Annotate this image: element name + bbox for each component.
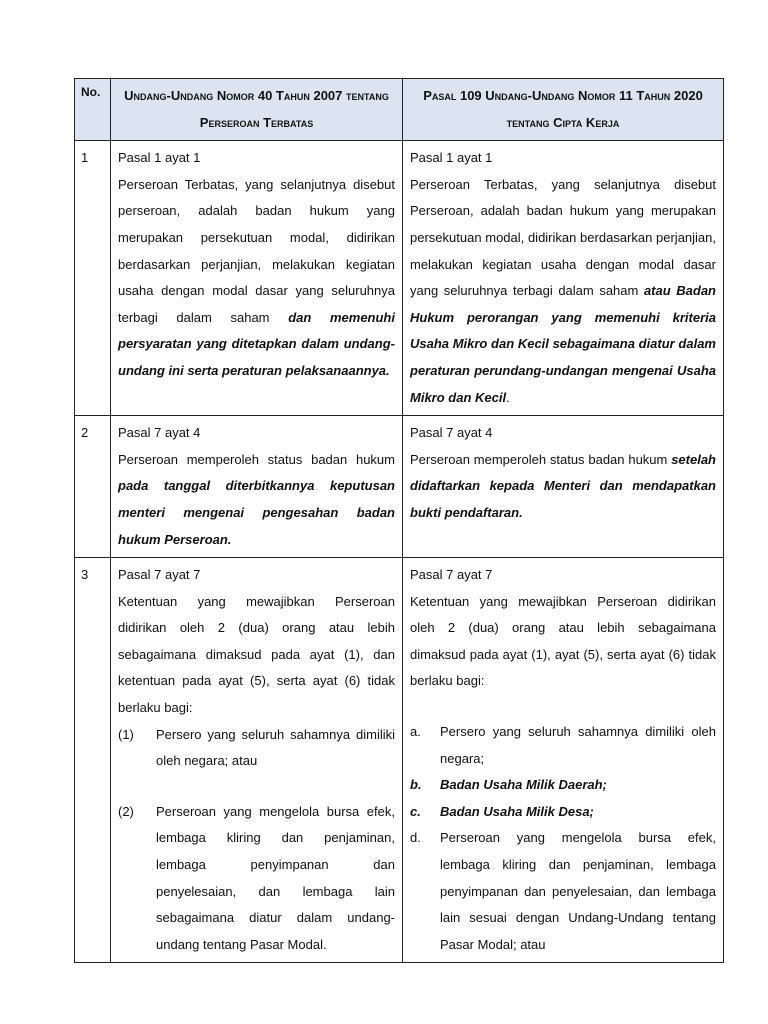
list-text: Persero yang seluruh sahamnya dimiliki oleh negara;	[440, 724, 716, 766]
list-item	[410, 825, 716, 958]
header-uu-40-2007: Undang-Undang Nomor 40 Tahun 2007 tentang Perseroan Terbatas	[111, 79, 403, 141]
article-text	[410, 447, 716, 527]
header-no: No.	[75, 79, 111, 141]
right-cell	[403, 416, 724, 558]
list-marker: a.	[410, 724, 421, 740]
pasal-label: Pasal 7 ayat 7	[410, 567, 493, 583]
row-number: 1	[75, 141, 111, 416]
pasal-label: Pasal 7 ayat 4	[118, 425, 201, 441]
article-body: Perseroan Terbatas, yang selanjutnya disebut perseroan, adalah badan hukum yang merupakan persekutuan modal, didirikan berdasarkan perjanjian, melakukan kegiatan usaha dengan modal dasar yang seluruhnya terbagi dalam saham	[118, 176, 395, 325]
header-uu-11-2020: Pasal 109 Undang-Undang Nomor 11 Tahun 2020 tentang Cipta Kerja	[403, 79, 724, 141]
list-item	[410, 719, 716, 772]
pasal-label: Pasal 1 ayat 1	[118, 150, 201, 166]
article-text: Ketentuan yang mewajibkan Perseroan didirikan oleh 2 (dua) orang atau lebih sebagaimana dimaksud pada ayat (1), ayat (5), serta ayat (6) tidak berlaku bagi:	[410, 593, 716, 689]
article-emphasis: dan memenuhi persyaratan yang ditetapkan dalam undang-undang ini serta peraturan pelaksanaannya.	[118, 309, 395, 378]
article-text	[118, 447, 395, 553]
list-marker: c.	[410, 803, 421, 819]
exception-list	[118, 722, 395, 959]
pasal-label: Pasal 7 ayat 7	[118, 567, 201, 583]
article-tail: .	[506, 389, 510, 405]
list-text: Badan Usaha Milik Daerah;	[440, 777, 607, 793]
list-item	[118, 799, 395, 959]
list-text: Badan Usaha Milik Desa;	[440, 803, 594, 819]
list-spacer	[118, 775, 395, 799]
list-text: Persero yang seluruh sahamnya dimiliki oleh negara; atau	[156, 726, 395, 769]
list-item	[118, 722, 395, 775]
article-emphasis: atau Badan Hukum perorangan yang memenuhi kriteria Usaha Mikro dan Kecil sebagaimana diatur dalam peraturan perundang-undangan mengenai Usaha Mikro dan Kecil	[410, 283, 716, 405]
article-text	[410, 172, 716, 411]
article-emphasis: pada tanggal diterbitkannya keputusan menteri mengenai pengesahan badan hukum Perseroan.	[118, 478, 395, 547]
article-body: Perseroan memperoleh status badan hukum	[118, 451, 395, 467]
list-marker: (2)	[118, 803, 134, 819]
left-cell	[111, 558, 403, 963]
header-row	[75, 79, 724, 141]
list-item	[410, 772, 716, 799]
article-emphasis: setelah didaftarkan kepada Menteri dan mendapatkan bukti pendaftaran.	[410, 451, 716, 520]
list-text: Perseroan yang mengelola bursa efek, lembaga kliring dan penjaminan, lembaga penyimpanan dan penyelesaian, dan lembaga lain sebagaimana diatur dalam undang-undang tentang Pasar Modal.	[156, 803, 395, 952]
table-row	[75, 416, 724, 558]
table-row	[75, 558, 724, 963]
list-spacer	[410, 695, 716, 719]
list-marker: d.	[410, 830, 421, 846]
table-row	[75, 141, 724, 416]
article-body: Perseroan Terbatas, yang selanjutnya disebut Perseroan, adalah badan hukum yang merupakan persekutuan modal, didirikan berdasarkan perjanjian, melakukan kegiatan usaha dengan modal dasar yang seluruhnya terbagi dalam saham	[410, 176, 716, 299]
left-cell	[111, 416, 403, 558]
row-number: 2	[75, 416, 111, 558]
list-text: Perseroan yang mengelola bursa efek, lembaga kliring dan penjaminan, lembaga penyimpanan dan penyelesaian, dan lembaga lain sesuai dengan Undang-Undang tentang Pasar Modal; atau	[440, 830, 716, 952]
row-number: 3	[75, 558, 111, 963]
left-cell	[111, 141, 403, 416]
list-marker: (1)	[118, 726, 134, 742]
pasal-label: Pasal 7 ayat 4	[410, 425, 493, 441]
article-text	[118, 172, 395, 385]
article-body: Perseroan memperoleh status badan hukum	[410, 451, 672, 467]
list-item	[410, 799, 716, 826]
comparison-table	[74, 78, 724, 963]
list-marker: b.	[410, 777, 422, 793]
pasal-label: Pasal 1 ayat 1	[410, 150, 493, 166]
exception-list	[410, 719, 716, 958]
right-cell	[403, 558, 724, 963]
article-text: Ketentuan yang mewajibkan Perseroan didirikan oleh 2 (dua) orang atau lebih sebagaimana dimaksud pada ayat (1), dan ketentuan pada ayat (5), serta ayat (6) tidak berlaku bagi:	[118, 593, 395, 716]
right-cell	[403, 141, 724, 416]
